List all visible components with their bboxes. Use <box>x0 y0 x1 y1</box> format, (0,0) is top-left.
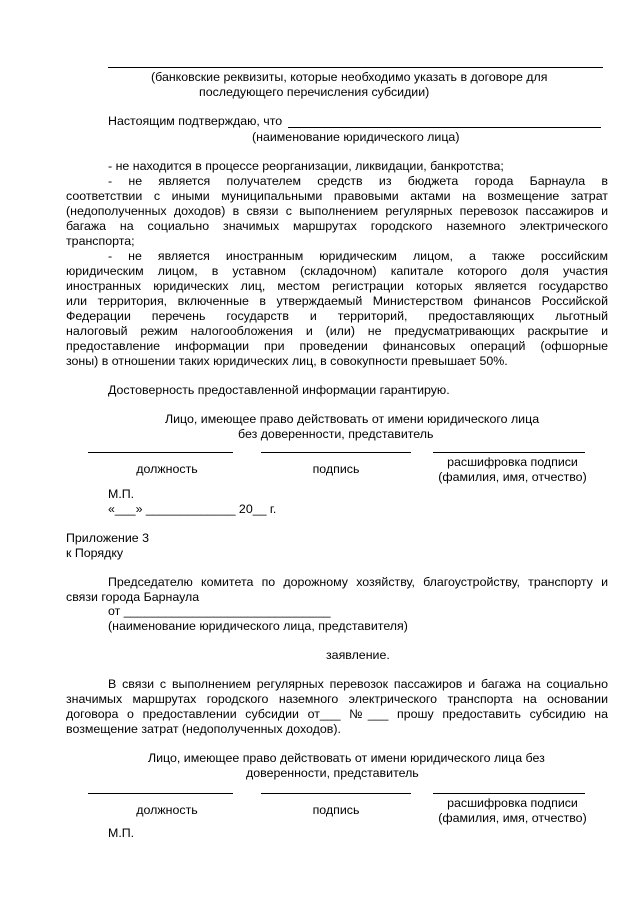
name-decode-sublabel: (фамилия, имя, отчество) <box>438 470 587 484</box>
signature-line <box>261 452 411 453</box>
condition-2-last: транспорта; <box>66 234 135 248</box>
condition-2-line: (недополученных доходов) в связи с выполнением регулярных перевозок пассажиров и <box>66 204 608 218</box>
signature-line <box>261 793 411 794</box>
bank-details-line <box>108 67 603 68</box>
condition-3-line: юридическим лицом, в уставном (складочном) капитале которого доля участия <box>66 264 608 278</box>
stamp-placeholder: М.П. <box>108 487 135 501</box>
condition-1: - не находится в процессе реорганизации, ликвидации, банкротства; <box>108 159 504 173</box>
position-label: должность <box>136 803 198 817</box>
appendix-title: Приложение 3 <box>66 531 150 545</box>
position-line <box>88 452 233 453</box>
statement-body-line: значимых маршрутах городского наземного электрического транспорта на основании <box>66 692 608 706</box>
condition-3-line: предоставление информации при проведении финансовых операций (офшорные <box>66 339 608 353</box>
condition-3-last: зоны) в отношении таких юридических лиц, в совокупности превышает 50%. <box>66 354 508 368</box>
name-decode-line <box>433 452 585 453</box>
name-decode-line <box>433 793 585 794</box>
legal-entity-caption: (наименование юридического лица) <box>252 130 460 144</box>
name-decode-sublabel: (фамилия, имя, отчество) <box>438 811 587 825</box>
signature-label: подпись <box>312 462 360 476</box>
signature-label: подпись <box>312 803 360 817</box>
name-decode-label: расшифровка подписи <box>447 455 578 469</box>
condition-3-line: или территория, включенные в утверждаемый Министерством финансов Российской <box>66 294 608 308</box>
condition-2-line: - не является получателем средств из бюджета города Барнаула в <box>108 174 608 188</box>
from-blank: ______________________________ <box>123 604 331 618</box>
statement-body-line: договора о предоставлении субсидии от___ №___ прошу предоставить субсидию на <box>66 707 608 721</box>
bank-details-caption-2: последующего перечисления субсидии) <box>199 85 430 99</box>
bank-details-caption-1: (банковские реквизиты, которые необходимо указать в договоре для <box>151 70 548 84</box>
signatory-heading-2: без доверенности, представитель <box>238 427 434 441</box>
signatory-heading-1: Лицо, имеющее право действовать от имени юридического лица <box>165 412 540 426</box>
from-line <box>108 604 330 618</box>
condition-3-line: налоговый режим налогообложения и (или) не предусматривающих раскрытие и <box>66 324 608 338</box>
addressee-line-1: Председателю комитета по дорожному хозяйству, благоустройству, транспорту и <box>108 575 608 589</box>
appendix-subtitle: к Порядку <box>66 546 124 560</box>
guarantee-text: Достоверность предоставленной информации гарантирую. <box>108 383 450 397</box>
signatory-heading-1: Лицо, имеющее право действовать от имени юридического лица без <box>148 751 545 765</box>
statement-body-line: В связи с выполнением регулярных перевозок пассажиров и багажа на социально <box>108 677 608 691</box>
statement-title: заявление. <box>326 648 390 662</box>
addressee-line-2: связи города Барнаула <box>66 590 200 604</box>
date-line: «___» _____________ 20__ г. <box>108 502 277 516</box>
position-label: должность <box>136 462 198 476</box>
confirmation-lead: Настоящим подтверждаю, что <box>108 114 283 128</box>
signatory-heading-2: доверенности, представитель <box>246 766 419 780</box>
from-caption: (наименование юридического лица, представителя) <box>108 619 408 633</box>
statement-body-last: возмещение затрат (недополученных доходов). <box>66 722 341 736</box>
condition-2-line: багажа на социально значимых маршрутах городского наземного электрического <box>66 219 608 233</box>
stamp-placeholder: М.П. <box>108 826 135 840</box>
condition-3-line: - не является иностранным юридическим лицом, а также российским <box>108 249 608 263</box>
position-line <box>88 793 233 794</box>
condition-3-line: иностранных юридических лиц, местом регистрации которых является государство <box>66 279 608 293</box>
legal-entity-name-line <box>288 127 601 128</box>
condition-2-line: соответствии с иными муниципальными правовыми актами на возмещение затрат <box>66 189 608 203</box>
condition-3-line: Федерации перечень государств и территорий, предоставляющих льготный <box>66 309 608 323</box>
from-prefix: от <box>108 604 121 618</box>
name-decode-label: расшифровка подписи <box>447 796 578 810</box>
